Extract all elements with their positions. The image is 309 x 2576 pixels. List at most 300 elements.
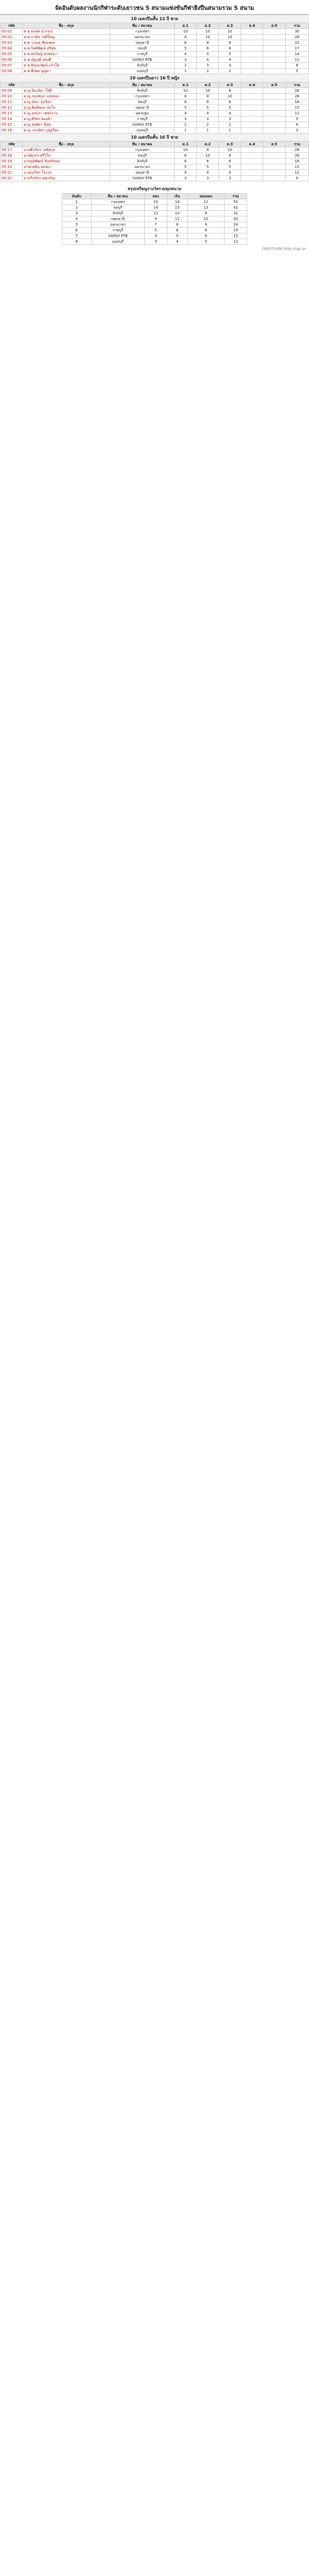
- medal-row: [62, 233, 247, 239]
- table-cell: ด.ช.สรวิชญ์ พรหมมา: [23, 52, 110, 57]
- table-cell: 05-09: [1, 88, 23, 94]
- column-header: ส.4: [241, 23, 263, 29]
- table-cell: 2: [175, 63, 197, 69]
- table-cell: 05-13: [1, 111, 23, 116]
- table-cell: [241, 57, 263, 63]
- medal-cell: 6: [167, 228, 187, 233]
- medal-body: [62, 199, 247, 245]
- medal-row: [62, 222, 247, 228]
- table-row: [1, 105, 309, 111]
- table-cell: 28: [285, 88, 308, 94]
- medal-cell: 4: [62, 216, 92, 222]
- table-cell: [241, 40, 263, 46]
- table-cell: กรุงเทพฯ: [110, 94, 175, 99]
- table-cell: 3: [219, 176, 241, 181]
- table-cell: 05-15: [1, 122, 23, 128]
- medal-column-header: อันดับ: [62, 194, 92, 199]
- table-cell: [241, 46, 263, 52]
- table-cell: นายณภัทร ใจงาม: [23, 170, 110, 176]
- table-cell: ด.ญ.ศิริพร ทองคำ: [23, 116, 110, 122]
- medal-cell: ปทุมธานี: [91, 216, 145, 222]
- table-cell: 10: [197, 88, 219, 94]
- table-cell: [241, 94, 263, 99]
- table-cell: 05-11: [1, 99, 23, 105]
- table-cell: 6: [219, 46, 241, 52]
- section-title: 10 เมตรปืนสั้น 16 ปี ชาย: [0, 133, 309, 141]
- table-cell: 05-16: [1, 128, 23, 133]
- medal-cell: 3: [62, 211, 92, 216]
- table-cell: [241, 63, 263, 69]
- table-cell: 5: [197, 164, 219, 170]
- table-cell: 8: [219, 153, 241, 159]
- medal-cell: 6: [187, 233, 225, 239]
- table-cell: 6: [219, 99, 241, 105]
- table-cell: 6: [175, 99, 197, 105]
- table-cell: 5: [285, 69, 308, 74]
- table-cell: 05-19: [1, 159, 23, 164]
- column-header: รหัส: [1, 142, 23, 147]
- table-cell: [241, 99, 263, 105]
- table-cell: ปทุมธานี: [110, 105, 175, 111]
- table-cell: 4: [219, 170, 241, 176]
- column-header: ชื่อ - สกุล: [23, 142, 110, 147]
- table-row: [1, 164, 309, 170]
- table-cell: 10: [197, 153, 219, 159]
- medal-cell: 9: [187, 222, 225, 228]
- medal-cell: 5: [167, 233, 187, 239]
- medal-cell: 13: [187, 205, 225, 211]
- table-cell: [263, 57, 285, 63]
- table-cell: [241, 164, 263, 170]
- table-cell: [263, 176, 285, 181]
- table-cell: SAMUI RTB: [110, 57, 175, 63]
- table-row: [1, 99, 309, 105]
- column-header: รวม: [285, 23, 308, 29]
- table-cell: ด.ญ.กมลชนก แสงทอง: [23, 94, 110, 99]
- table-cell: 3: [285, 128, 308, 133]
- table-cell: 8: [175, 94, 197, 99]
- table-cell: ด.ช.ณัฐวุฒิ ทองดี: [23, 57, 110, 63]
- table-cell: 05-12: [1, 105, 23, 111]
- table-cell: 17: [285, 46, 308, 52]
- column-header: ส.1: [175, 82, 197, 88]
- column-header: ส.1: [175, 142, 197, 147]
- table-cell: 10: [219, 94, 241, 99]
- medal-cell: 7: [62, 233, 92, 239]
- column-header: ส.5: [263, 23, 285, 29]
- table-cell: 10: [219, 29, 241, 35]
- table-cell: 05-21: [1, 170, 23, 176]
- table-cell: สิงห์บุรี: [110, 88, 175, 94]
- table-cell: ด.ช.วรเมธ ชัยมงคล: [23, 40, 110, 46]
- table-cell: 8: [197, 147, 219, 153]
- column-header: ส.4: [241, 142, 263, 147]
- table-cell: 4: [197, 111, 219, 116]
- table-cell: ปทุมธานี: [110, 40, 175, 46]
- table-cell: 5: [197, 52, 219, 57]
- column-header: ชื่อ - สกุล: [23, 82, 110, 88]
- table-cell: 3: [175, 116, 197, 122]
- table-cell: [263, 29, 285, 35]
- medal-cell: 18: [167, 199, 187, 205]
- medal-cell: 31: [225, 211, 247, 216]
- table-cell: [241, 105, 263, 111]
- table-cell: 4: [197, 57, 219, 63]
- table-cell: 1: [175, 69, 197, 74]
- table-row: [1, 35, 309, 40]
- table-cell: 10: [175, 88, 197, 94]
- table-cell: กรุงเทพฯ: [110, 147, 175, 153]
- table-cell: 6: [285, 122, 308, 128]
- table-cell: 3: [197, 63, 219, 69]
- table-cell: [263, 159, 285, 164]
- medal-cell: 10: [167, 211, 187, 216]
- medal-cell: 14: [145, 205, 167, 211]
- table-cell: 10: [197, 35, 219, 40]
- medal-cell: 12: [225, 239, 247, 245]
- table-cell: 15: [285, 164, 308, 170]
- column-header: ทีม / สมาคม: [110, 23, 175, 29]
- table-cell: นายกฤติน ทองมา: [23, 164, 110, 170]
- table-cell: 1: [175, 128, 197, 133]
- table-row: [1, 46, 309, 52]
- table-cell: [241, 122, 263, 128]
- table-cell: 05-01: [1, 29, 23, 35]
- medal-cell: 10: [187, 216, 225, 222]
- table-cell: 5: [219, 52, 241, 57]
- table-row: [1, 40, 309, 46]
- table-cell: 5: [197, 105, 219, 111]
- medal-cell: 7: [145, 222, 167, 228]
- medal-column-header: ทอง: [145, 194, 167, 199]
- table-cell: 14: [285, 52, 308, 57]
- table-cell: 28: [285, 35, 308, 40]
- table-cell: [241, 170, 263, 176]
- medal-cell: 5: [187, 239, 225, 245]
- table-header-row: [1, 23, 309, 29]
- table-cell: SAMUI RTB: [110, 122, 175, 128]
- table-cell: ด.ญ.ชลธิชา มีสุข: [23, 122, 110, 128]
- table-cell: [241, 153, 263, 159]
- table-cell: ด.ญ.ณิชา รุ่งเรือง: [23, 99, 110, 105]
- results-table: [0, 141, 309, 181]
- table-cell: [241, 159, 263, 164]
- table-cell: 5: [175, 105, 197, 111]
- medal-row: [62, 216, 247, 222]
- table-cell: 12: [285, 170, 308, 176]
- table-cell: 2: [197, 122, 219, 128]
- table-cell: 1: [219, 128, 241, 133]
- table-cell: [263, 116, 285, 122]
- table-cell: 18: [285, 159, 308, 164]
- results-sections: [0, 15, 309, 181]
- section-title: 10 เมตรปืนยาว 16 ปี หญิง: [0, 74, 309, 82]
- table-row: [1, 111, 309, 116]
- table-cell: 2: [219, 69, 241, 74]
- medal-cell: 12: [187, 199, 225, 205]
- table-cell: 8: [219, 40, 241, 46]
- table-cell: 05-17: [1, 147, 23, 153]
- table-cell: ด.ช.ภาคิน วงศ์ใหญ่: [23, 35, 110, 40]
- table-cell: ชลบุรี: [110, 46, 175, 52]
- column-header: ส.2: [197, 142, 219, 147]
- table-cell: [263, 111, 285, 116]
- medal-column-header: ทองแดง: [187, 194, 225, 199]
- table-cell: ด.ช.ธนพล สุวรรณ: [23, 29, 110, 35]
- table-cell: 6: [197, 159, 219, 164]
- medal-cell: กรุงเทพฯ: [91, 199, 145, 205]
- table-cell: 05-14: [1, 116, 23, 122]
- table-cell: 2: [197, 69, 219, 74]
- table-cell: [263, 69, 285, 74]
- table-row: [1, 153, 309, 159]
- table-cell: 6: [197, 99, 219, 105]
- table-cell: นายภูมิพัฒน์ จันทร์หอม: [23, 159, 110, 164]
- table-row: [1, 159, 309, 164]
- table-cell: 28: [285, 147, 308, 153]
- column-header: รหัส: [1, 82, 23, 88]
- table-cell: [263, 105, 285, 111]
- table-cell: 5: [175, 46, 197, 52]
- medal-cell: 6: [62, 228, 92, 233]
- column-header: ส.3: [219, 82, 241, 88]
- table-row: [1, 69, 309, 74]
- table-cell: 6: [219, 159, 241, 164]
- table-cell: 05-04: [1, 46, 23, 52]
- table-cell: 5: [219, 105, 241, 111]
- medal-row: [62, 239, 247, 245]
- column-header: ส.3: [219, 23, 241, 29]
- table-cell: [241, 88, 263, 94]
- table-cell: ด.ญ.พิมพ์ชนก สมใจ: [23, 105, 110, 111]
- table-cell: [263, 94, 285, 99]
- table-cell: 05-20: [1, 164, 23, 170]
- table-cell: กรุงเทพฯ: [110, 29, 175, 35]
- document-title: จัดอันดับผลงานนักกีฬาระดับเยาวชน 5 สนามแข่งขันกีฬายิงปืนสนามรวม 5 สนาม: [0, 0, 309, 15]
- table-cell: [263, 52, 285, 57]
- table-cell: ชลบุรี: [110, 99, 175, 105]
- table-cell: ด.ช.กิตติพัฒน์ ศรีสุข: [23, 46, 110, 52]
- table-cell: 4: [219, 111, 241, 116]
- table-cell: 4: [175, 170, 197, 176]
- table-cell: 05-02: [1, 35, 23, 40]
- table-cell: 3: [175, 176, 197, 181]
- column-header: ชื่อ - สกุล: [23, 23, 110, 29]
- table-header-row: [1, 82, 309, 88]
- medal-cell: 1: [62, 199, 92, 205]
- table-cell: [263, 35, 285, 40]
- column-header: ทีม / สมาคม: [110, 142, 175, 147]
- table-cell: [241, 35, 263, 40]
- medal-cell: 19: [225, 228, 247, 233]
- table-cell: 3: [197, 176, 219, 181]
- column-header: รวม: [285, 82, 308, 88]
- table-cell: [263, 46, 285, 52]
- table-cell: 3: [197, 116, 219, 122]
- table-row: [1, 29, 309, 35]
- table-cell: 11: [285, 57, 308, 63]
- table-cell: 05-18: [1, 153, 23, 159]
- table-cell: นครนายก: [110, 35, 175, 40]
- table-cell: 3: [219, 63, 241, 69]
- medal-cell: 15: [167, 205, 187, 211]
- table-cell: นครนายก: [110, 164, 175, 170]
- table-cell: สิงห์บุรี: [110, 63, 175, 69]
- table-cell: 05-08: [1, 69, 23, 74]
- table-cell: [263, 128, 285, 133]
- table-cell: นายศุภกร ศรีวิไล: [23, 153, 110, 159]
- table-cell: 4: [219, 57, 241, 63]
- table-row: [1, 94, 309, 99]
- column-header: ทีม / สมาคม: [110, 82, 175, 88]
- medal-row: [62, 228, 247, 233]
- table-cell: [241, 111, 263, 116]
- table-cell: 22: [285, 40, 308, 46]
- medal-cell: 8: [62, 239, 92, 245]
- table-row: [1, 176, 309, 181]
- medal-cell: 42: [225, 205, 247, 211]
- results-table: [0, 23, 309, 74]
- medal-cell: 25: [145, 199, 167, 205]
- table-cell: 10: [175, 29, 197, 35]
- table-cell: นนทบุรี: [110, 128, 175, 133]
- table-cell: สิงห์บุรี: [110, 159, 175, 164]
- medal-column-header: รวม: [225, 194, 247, 199]
- medal-cell: 9: [145, 216, 167, 222]
- medal-cell: SAMUI RTB: [91, 233, 145, 239]
- table-cell: นนทบุรี: [110, 69, 175, 74]
- table-cell: [241, 52, 263, 57]
- table-cell: 3: [219, 116, 241, 122]
- table-cell: 8: [175, 153, 197, 159]
- table-cell: [241, 128, 263, 133]
- table-cell: 10: [197, 29, 219, 35]
- table-cell: [263, 63, 285, 69]
- column-header: ส.4: [241, 82, 263, 88]
- table-cell: 05-07: [1, 63, 23, 69]
- table-cell: 05-06: [1, 57, 23, 63]
- table-cell: 8: [175, 35, 197, 40]
- table-cell: 2: [175, 122, 197, 128]
- column-header: ส.3: [219, 142, 241, 147]
- medal-cell: ราชบุรี: [91, 228, 145, 233]
- medal-row: [62, 211, 247, 216]
- medal-cell: 8: [167, 222, 187, 228]
- table-cell: 6: [197, 46, 219, 52]
- table-cell: 4: [175, 52, 197, 57]
- medal-cell: ชลบุรี: [91, 205, 145, 211]
- table-cell: ชลบุรี: [110, 153, 175, 159]
- table-cell: [263, 88, 285, 94]
- medal-cell: 5: [145, 228, 167, 233]
- table-cell: [263, 122, 285, 128]
- medal-cell: นครนายก: [91, 222, 145, 228]
- table-cell: ด.ช.ปัณณวัฒน์ แก้วใส: [23, 63, 110, 69]
- table-cell: [241, 116, 263, 122]
- column-header: ส.5: [263, 142, 285, 147]
- table-header-row: [1, 142, 309, 147]
- column-header: ส.2: [197, 82, 219, 88]
- table-cell: 26: [285, 153, 308, 159]
- medal-cell: 12: [145, 211, 167, 216]
- medal-cell: 3: [145, 239, 167, 245]
- table-cell: 26: [285, 94, 308, 99]
- table-cell: [263, 147, 285, 153]
- table-cell: 4: [197, 170, 219, 176]
- medal-cell: 2: [62, 205, 92, 211]
- table-cell: นายวีรภัทร สุขเจริญ: [23, 176, 110, 181]
- table-cell: 15: [285, 105, 308, 111]
- medal-header-row: [62, 194, 247, 199]
- table-cell: 5: [219, 164, 241, 170]
- table-cell: 10: [219, 147, 241, 153]
- table-cell: 6: [175, 159, 197, 164]
- table-cell: 05-03: [1, 40, 23, 46]
- table-row: [1, 116, 309, 122]
- medal-row: [62, 205, 247, 211]
- table-row: [1, 170, 309, 176]
- table-row: [1, 128, 309, 133]
- medal-cell: 5: [62, 222, 92, 228]
- table-row: [1, 63, 309, 69]
- medal-cell: 30: [225, 216, 247, 222]
- medal-cell: 9: [187, 211, 225, 216]
- table-cell: [241, 69, 263, 74]
- table-cell: [263, 170, 285, 176]
- table-cell: 18: [285, 99, 308, 105]
- table-row: [1, 57, 309, 63]
- medal-cell: 11: [167, 216, 187, 222]
- table-cell: 5: [175, 164, 197, 170]
- table-cell: 1: [197, 128, 219, 133]
- table-cell: ด.ช.พีรพล บุญมา: [23, 69, 110, 74]
- medal-cell: 4: [145, 233, 167, 239]
- results-table: [0, 82, 309, 133]
- medal-cell: 8: [187, 228, 225, 233]
- table-cell: นครปฐม: [110, 111, 175, 116]
- table-cell: 10: [219, 35, 241, 40]
- column-header: รวม: [285, 142, 308, 147]
- table-cell: 8: [197, 94, 219, 99]
- table-cell: 05-10: [1, 94, 23, 99]
- table-cell: 8: [285, 63, 308, 69]
- table-row: [1, 52, 309, 57]
- table-cell: [241, 29, 263, 35]
- table-row: [1, 88, 309, 94]
- table-cell: 8: [219, 88, 241, 94]
- medal-summary-title: สรุปเหรียญรางวัลรวมทุกสนาม: [127, 187, 182, 191]
- table-cell: 05-05: [1, 52, 23, 57]
- medal-row: [62, 199, 247, 205]
- section-title: 10 เมตรปืนสั้น 12 ปี ชาย: [0, 15, 309, 23]
- table-cell: 05-22: [1, 176, 23, 181]
- results-document: [0, 0, 309, 259]
- table-cell: [241, 176, 263, 181]
- table-cell: 30: [285, 29, 308, 35]
- table-cell: 12: [285, 111, 308, 116]
- watermark: [SHOTGUN] http://sgt.sn: [262, 247, 306, 251]
- table-row: [1, 147, 309, 153]
- table-cell: [263, 153, 285, 159]
- table-cell: ด.ญ.วรรณิศา บุญเรือง: [23, 128, 110, 133]
- table-cell: 4: [175, 111, 197, 116]
- column-header: ส.1: [175, 23, 197, 29]
- table-cell: 10: [175, 147, 197, 153]
- medal-cell: สิงห์บุรี: [91, 211, 145, 216]
- medal-summary-table: [62, 193, 247, 245]
- medal-cell: นนทบุรี: [91, 239, 145, 245]
- medal-cell: 4: [167, 239, 187, 245]
